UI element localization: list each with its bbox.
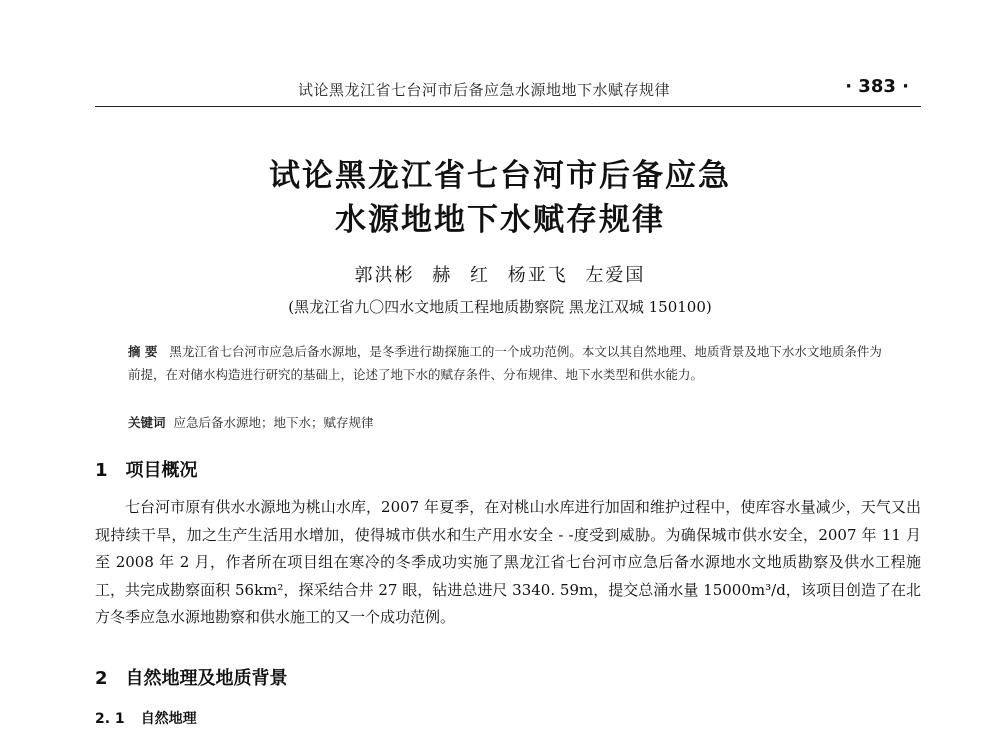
article-title-line-1: 试论黑龙江省七台河市后备应急: [269, 158, 731, 194]
subsection-2-1-title: 自然地理: [140, 711, 197, 727]
keywords-label: 关键词: [128, 415, 166, 430]
running-header: [95, 70, 921, 107]
subsection-2-1-number: 2. 1: [95, 711, 125, 727]
article-title-line-2: 水源地地下水赋存规律: [335, 202, 665, 238]
subsection-2-1-heading: [95, 708, 197, 728]
abstract: [128, 340, 888, 386]
running-title: 试论黑龙江省七台河市后备应急水源地地下水赋存规律: [298, 81, 671, 99]
affiliation: (黑龙江省九〇四水文地质工程地质勘察院 黑龙江双城 150100): [288, 298, 712, 316]
page-number: · 383 ·: [845, 76, 909, 97]
keywords: [128, 413, 374, 431]
author-list: 郭洪彬 赫 红 杨亚飞 左爱国: [354, 265, 646, 286]
section-2-heading: [95, 664, 288, 690]
section-1-number: 1: [95, 460, 108, 481]
section-2-title: 自然地理及地质背景: [125, 668, 288, 689]
abstract-text: 黑龙江省七台河市应急后备水源地，是冬季进行勘探施工的一个成功范例。本文以其自然地理、地质背景及地下水水文地质条件为前提，在对储水构造进行研究的基础上，论述了地下水的赋存条件、分布规律、地下水类型和供水能力。: [128, 344, 882, 382]
keywords-text: 应急后备水源地；地下水；赋存规律: [173, 415, 374, 430]
abstract-label: 摘 要: [128, 344, 158, 359]
section-1-heading: [95, 456, 198, 482]
section-1-paragraph: 七台河市原有供水水源地为桃山水库，2007 年夏季，在对桃山水库进行加固和维护过程中，使库容水量减少，天气又出现持续干旱，加之生产生活用水增加，使得城市供水和生产用水安全 - -度受到威胁。为确保城市供水安全，2007 年 11 月至 2008 年 2 月，作者所在项目组在寒冷的冬季成功实施了黑龙江省七台河市应急后备水源地水文地质勘察及供水工程施工，共完成勘察面积 56km²，探采结合井 27 眼，钻进总进尺 3340. 59m，提交总涌水量 15000m³/d，该项目创造了在北方冬季应急水源地勘察和供水施工的又一个成功范例。: [95, 498, 921, 626]
section-2-number: 2: [95, 668, 108, 689]
section-1-title: 项目概况: [125, 460, 198, 481]
